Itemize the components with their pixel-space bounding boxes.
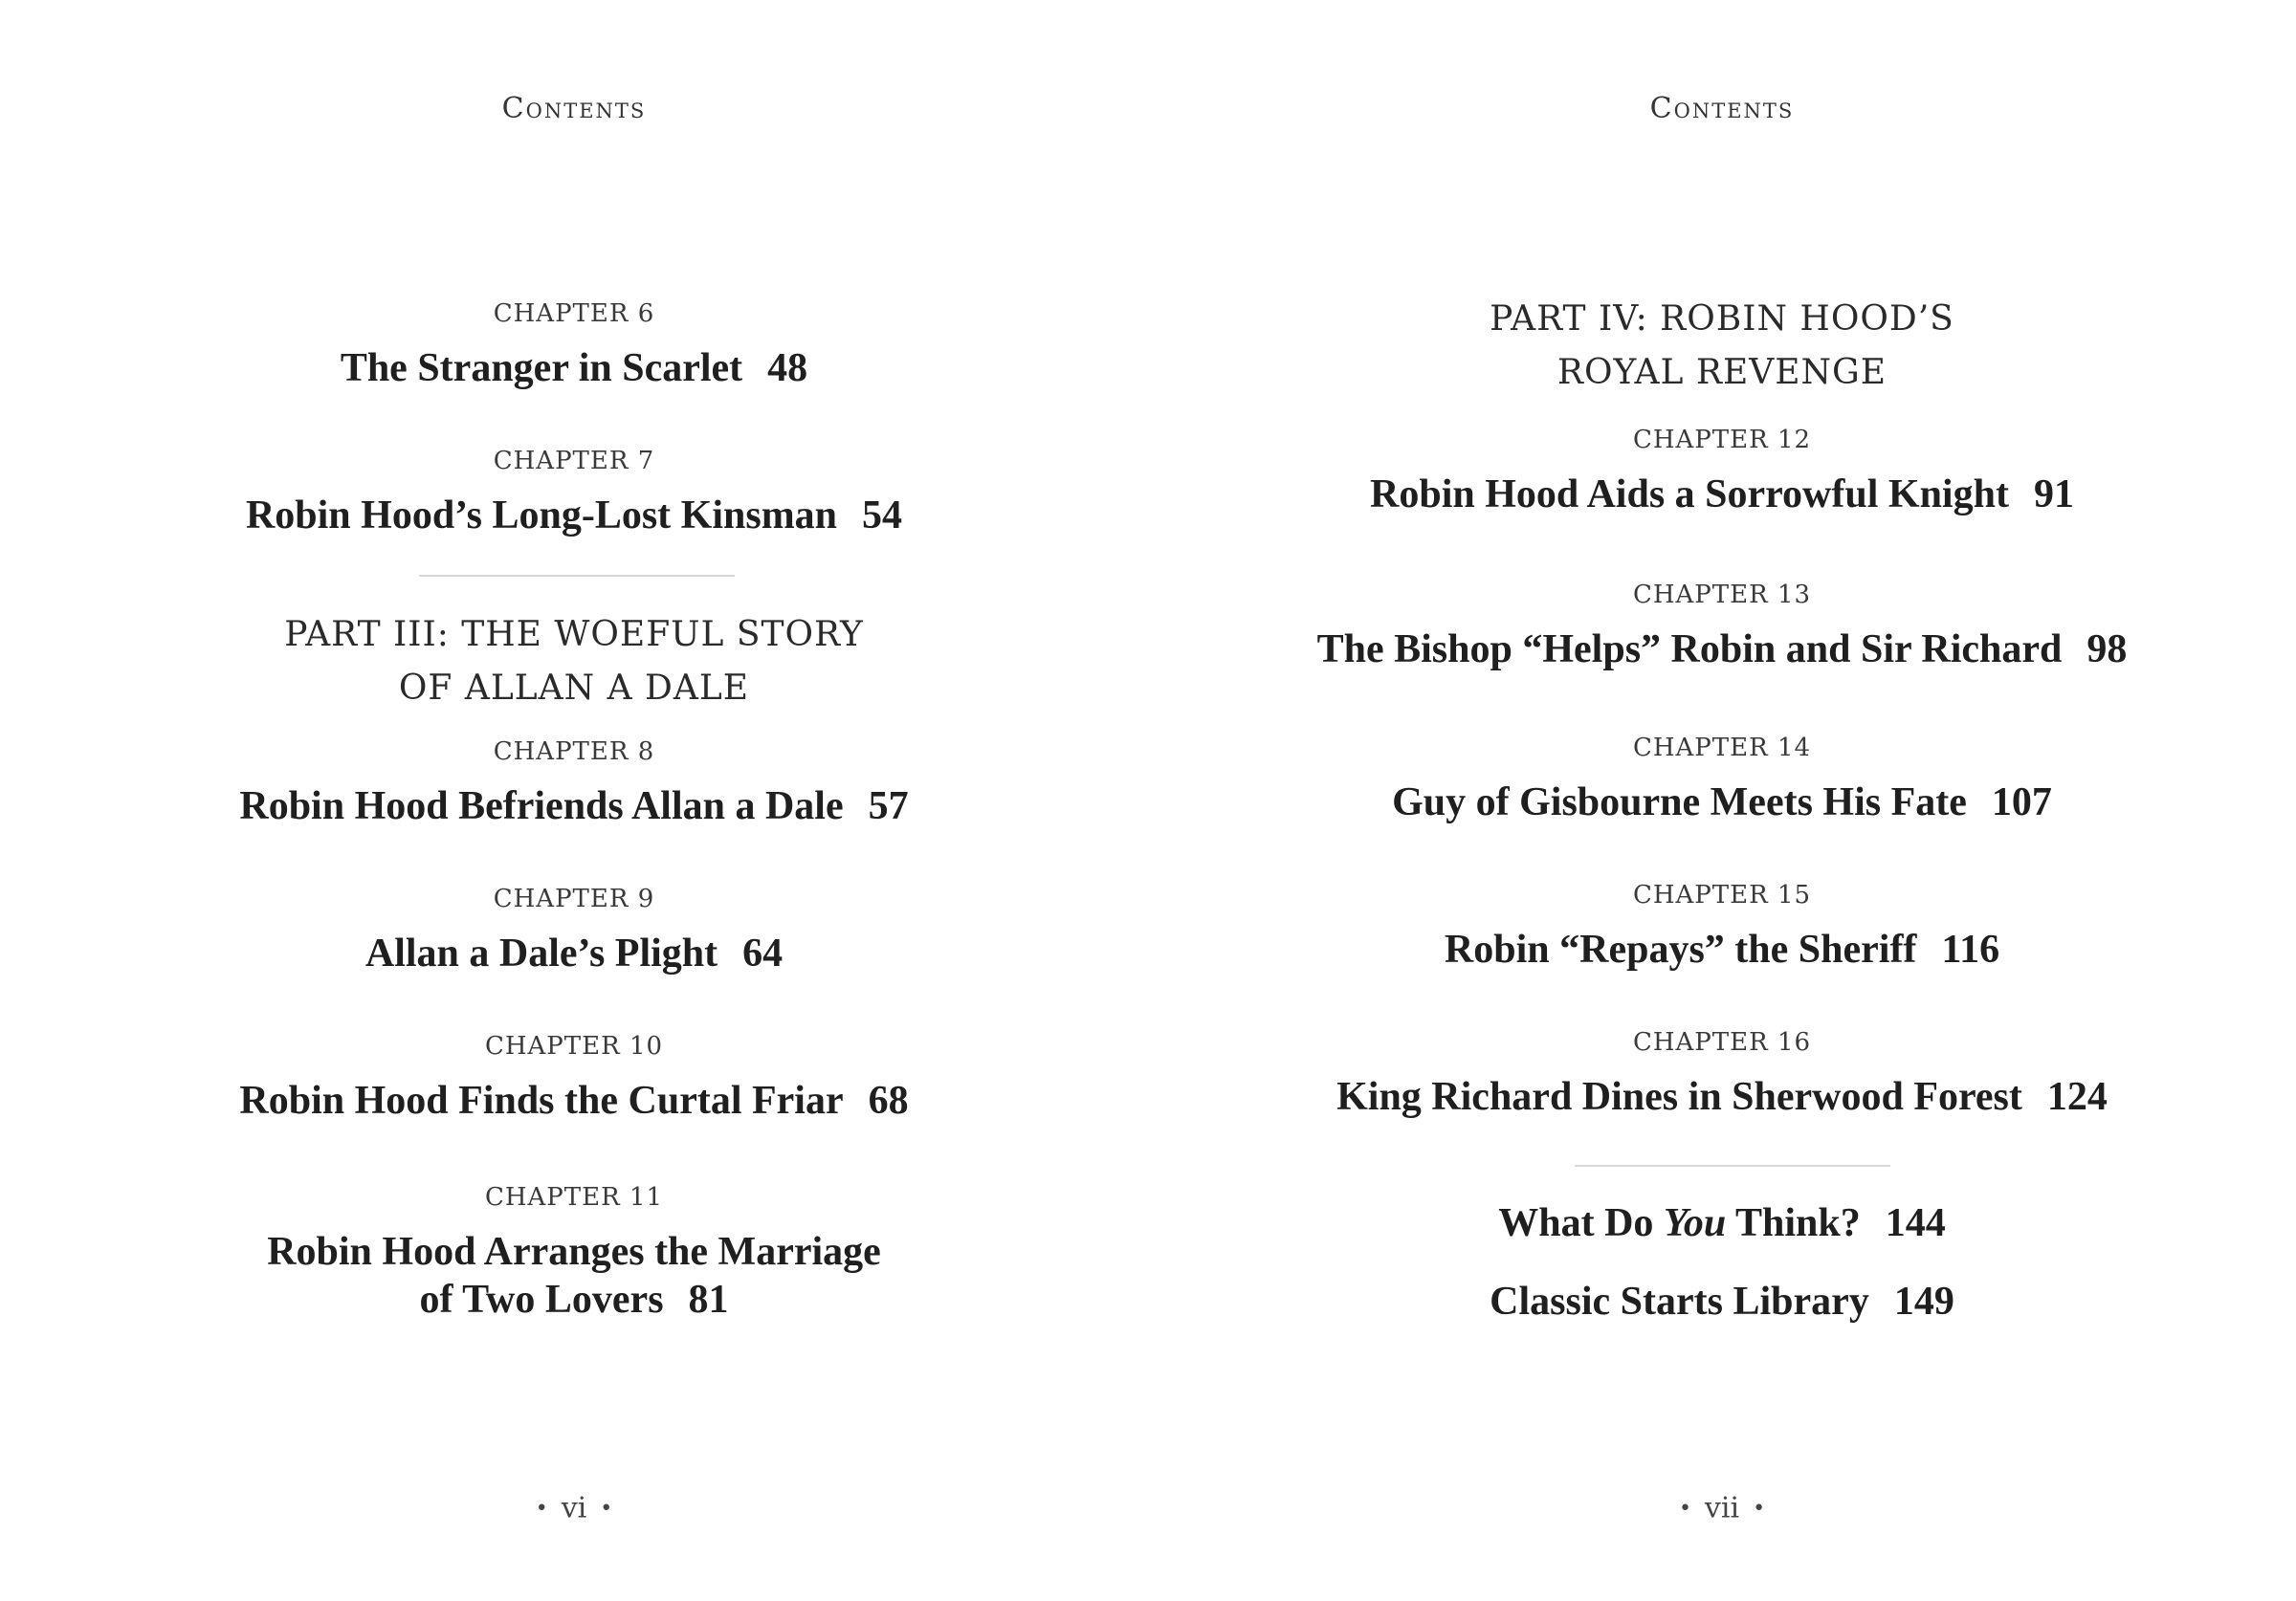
chapter-label: CHAPTER 16	[1632, 1028, 1812, 1057]
page-number: 116	[1941, 928, 2000, 972]
page-number: 64	[742, 932, 784, 976]
chapter-label: CHAPTER 13	[1632, 581, 1812, 609]
chapter-title	[0, 492, 1148, 539]
chapter-title-text: Robin “Repays” the Sheriff	[1444, 928, 1917, 972]
toc-entry-chapter-12[interactable]	[1148, 423, 2296, 518]
toc-entry-chapter-13[interactable]	[1148, 578, 2296, 673]
section-divider	[1575, 1165, 1890, 1167]
bullet-icon: •	[600, 1496, 613, 1521]
chapter-title-text: The Bishop “Helps” Robin and Sir Richard	[1316, 627, 2063, 671]
toc-entry-chapter-14[interactable]	[1148, 731, 2296, 826]
toc-entry-chapter-10[interactable]	[0, 1029, 1148, 1125]
running-head: Contents	[501, 92, 647, 125]
page-number: 98	[2086, 627, 2128, 671]
right-page	[1148, 0, 2296, 1601]
chapter-label: CHAPTER 9	[493, 885, 655, 913]
running-head: Contents	[1649, 92, 1795, 125]
chapter-title	[1148, 1073, 2296, 1121]
folio	[0, 1490, 1148, 1525]
chapter-label: CHAPTER 7	[493, 447, 655, 475]
title-part-2: Think?	[1726, 1201, 1861, 1245]
part-heading	[1148, 293, 2296, 400]
chapter-title	[0, 1228, 1148, 1324]
chapter-title	[0, 930, 1148, 977]
chapter-label: CHAPTER 15	[1632, 881, 1812, 910]
chapter-title-line-2: of Two Lovers	[419, 1278, 664, 1322]
section-divider	[419, 575, 735, 577]
page-number: 54	[862, 493, 903, 537]
page-number: 57	[868, 784, 909, 828]
page-number: 48	[767, 346, 808, 390]
chapter-title-text: Robin Hood Finds the Curtal Friar	[239, 1079, 844, 1123]
chapter-title-text: Robin Hood Befriends Allan a Dale	[239, 784, 844, 828]
part-heading-line-2: ROYAL REVENGE	[1556, 353, 1888, 392]
chapter-label: CHAPTER 14	[1632, 734, 1812, 762]
bullet-icon: •	[1678, 1496, 1691, 1521]
chapter-title	[0, 782, 1148, 830]
chapter-label: CHAPTER 11	[484, 1183, 664, 1212]
chapter-title-text: Guy of Gisbourne Meets His Fate	[1392, 780, 1967, 824]
page-number: 68	[868, 1079, 909, 1123]
part-heading-line-1: PART IV: ROBIN HOOD’S	[1490, 299, 1954, 339]
chapter-label: CHAPTER 12	[1632, 426, 1812, 454]
chapter-title	[1148, 926, 2296, 974]
title-part-1: What Do	[1498, 1201, 1664, 1245]
chapter-title	[1148, 1199, 2296, 1247]
page-number: 149	[1893, 1280, 1954, 1324]
chapter-label: CHAPTER 8	[493, 737, 655, 766]
toc-entry-chapter-16[interactable]	[1148, 1025, 2296, 1121]
toc-entry-what-do-you-think[interactable]	[1148, 1199, 2296, 1247]
title-emphasis: You	[1663, 1201, 1727, 1245]
part-heading-line-2: OF ALLAN A DALE	[398, 669, 750, 708]
toc-entry-classic-starts-library[interactable]	[1148, 1278, 2296, 1326]
folio	[1148, 1490, 2296, 1525]
chapter-title-text: Classic Starts Library	[1490, 1280, 1869, 1324]
bullet-icon: •	[535, 1496, 548, 1521]
chapter-label: CHAPTER 6	[493, 299, 655, 328]
chapter-title-text: King Richard Dines in Sherwood Forest	[1336, 1075, 2022, 1119]
chapter-title-line-1: Robin Hood Arranges the Marriage	[267, 1230, 881, 1274]
page-number: 124	[2046, 1075, 2108, 1119]
chapter-title-text: The Stranger in Scarlet	[340, 346, 743, 390]
part-heading-line-1: PART III: THE WOEFUL STORY	[284, 615, 864, 654]
page-number: 81	[688, 1278, 729, 1322]
toc-entry-chapter-8[interactable]	[0, 735, 1148, 830]
page-number: 91	[2033, 472, 2074, 516]
toc-entry-chapter-11[interactable]	[0, 1180, 1148, 1324]
chapter-title	[1148, 471, 2296, 518]
chapter-title	[0, 1077, 1148, 1125]
bullet-icon: •	[1753, 1496, 1766, 1521]
folio-number: vii	[1704, 1491, 1740, 1525]
chapter-title	[0, 344, 1148, 392]
chapter-title-text: Robin Hood’s Long-Lost Kinsman	[245, 493, 838, 537]
toc-entry-chapter-15[interactable]	[1148, 878, 2296, 974]
toc-entry-chapter-7[interactable]	[0, 444, 1148, 539]
chapter-label: CHAPTER 10	[484, 1032, 664, 1061]
chapter-title	[1148, 625, 2296, 673]
part-heading	[0, 608, 1148, 715]
page-number: 107	[1991, 780, 2052, 824]
folio-number: vi	[561, 1491, 587, 1525]
chapter-title-text: Robin Hood Aids a Sorrowful Knight	[1370, 472, 2009, 516]
chapter-title-text: Allan a Dale’s Plight	[364, 932, 718, 976]
chapter-title	[1148, 779, 2296, 826]
toc-entry-chapter-9[interactable]	[0, 882, 1148, 977]
toc-entry-chapter-6[interactable]	[0, 296, 1148, 392]
chapter-title	[1148, 1278, 2296, 1326]
page-number: 144	[1885, 1201, 1946, 1245]
